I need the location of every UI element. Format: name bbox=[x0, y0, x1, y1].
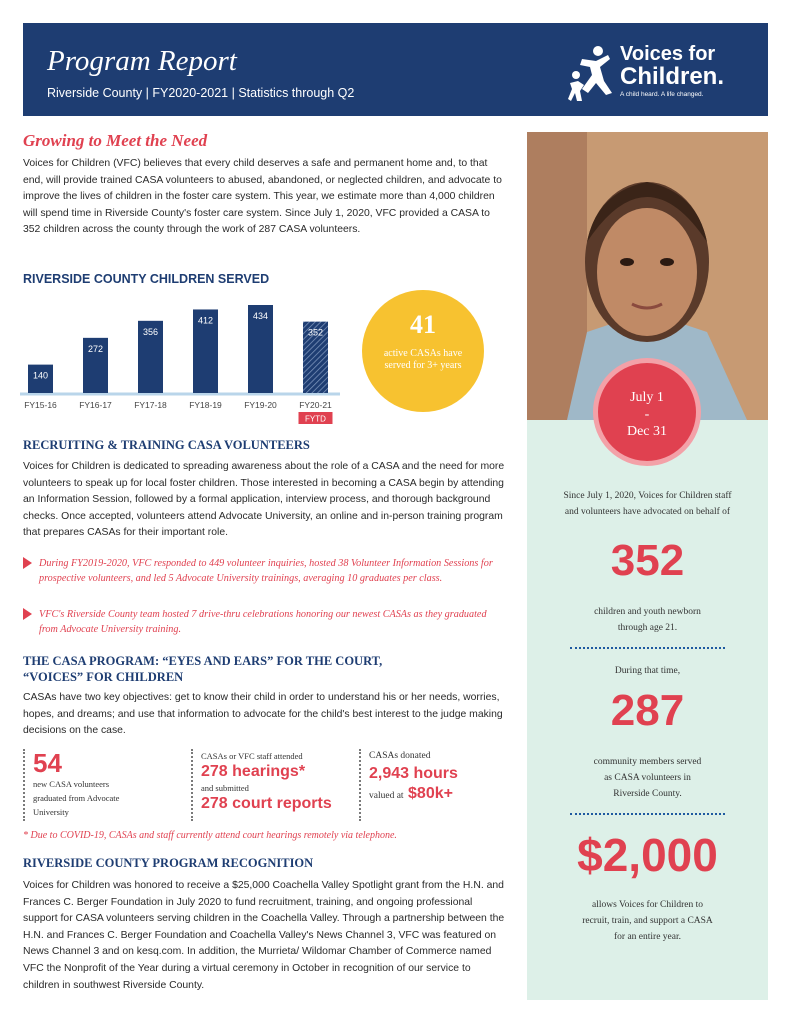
chart-data-label: 140 bbox=[32, 370, 49, 381]
sidebar-volunteer-label: community members served as CASA volunteers in Riverside County. bbox=[593, 757, 702, 799]
intro-paragraph: Voices for Children (VFC) believes that every child deserves a safe and permanent home and, to that end, will provide trained CASA volunteers to abused, abandoned, or neglected children, and advocate to improve the lives of children in the foster care system. This year, we estimate more than 4,000 children will spend time in Riverside County's foster care system. Since July 1, 2020, VFC provided a CASA to 352 children across the county through the work of 287 CASA volunteers. bbox=[23, 158, 502, 236]
recognition-paragraph: Voices for Children was honored to receive a $25,000 Coachella Valley Spotlight grant from the H.N. and Frances C. Berger Foundation in July 2020 to fund recruitment, training, and ongoing professional support for CASA volunteers serving children in the Coachella Valley. Through a partnership between the H.N. and Frances C. Berger Foundation and Coachella Valley's News Channel 3, VFC was featured on News Channel 3 and on kesq.com. In addition, the Murrieta/ Wildomar Chamber of Commerce named VFC the Nonprofit of the Year during a virtual ceremony in October in recognition of our service to children in southwest Riverside County. bbox=[23, 880, 505, 991]
triangle-bullet-icon bbox=[23, 557, 32, 569]
chart-tick-label: FY15-16 bbox=[24, 400, 57, 410]
chart-data-label: 434 bbox=[252, 311, 269, 321]
stat-graduates-label: new CASA volunteers graduated from Advocate University bbox=[33, 779, 120, 817]
stat-hearings-value: 278 hearings* bbox=[201, 763, 306, 780]
date-range-badge bbox=[593, 358, 701, 466]
recognition-heading: RIVERSIDE COUNTY PROGRAM RECOGNITION bbox=[23, 856, 314, 870]
fytd-tag-label: FYTD bbox=[305, 414, 326, 424]
chart-data-label: 356 bbox=[142, 326, 159, 337]
bullet-text: VFC's Riverside County team hosted 7 drive-thru celebrations honoring our newest CASAs as they graduated from Advocate University training. bbox=[39, 609, 487, 635]
intro-heading: Growing to Meet the Need bbox=[23, 131, 208, 150]
stat-value-row bbox=[369, 785, 509, 803]
stat-reports-value: 278 court reports bbox=[201, 795, 332, 812]
recruiting-bullet-1 bbox=[23, 556, 505, 586]
stat-graduates-value: 54 bbox=[33, 748, 62, 778]
logo-tagline: A child heard. A life changed. bbox=[620, 91, 704, 98]
sidebar-during: During that time, bbox=[614, 666, 681, 676]
active-casas-value: 41 bbox=[410, 310, 436, 339]
chart-heading: RIVERSIDE COUNTY CHILDREN SERVED bbox=[23, 272, 270, 286]
dotted-divider bbox=[570, 647, 725, 649]
active-casas-bubble bbox=[362, 290, 484, 412]
program-paragraph: CASAs have two key objectives: get to know their child in order to understand his or her needs, worries, hopes, and dreams; and use that information to advocate for the child's best interest to the judge making decisions on the case. bbox=[23, 692, 503, 737]
stat-hearings-mid: and submitted bbox=[201, 783, 249, 793]
stat-hours-top: CASAs donated bbox=[369, 751, 431, 761]
report-subtitle: Riverside County | FY2020-2021 | Statistics through Q2 bbox=[47, 86, 355, 100]
chart-data-label: 412 bbox=[197, 315, 214, 326]
report-title: Program Report bbox=[47, 45, 237, 77]
chart-tick-label: FY17-18 bbox=[134, 400, 167, 410]
child-figures-icon bbox=[568, 45, 616, 103]
recruiting-heading: RECRUITING & TRAINING CASA VOLUNTEERS bbox=[23, 438, 310, 452]
stat-valued-amount: $80k+ bbox=[408, 785, 453, 802]
dotted-divider bbox=[570, 813, 725, 815]
date-line-2: - bbox=[644, 407, 650, 422]
logo-text-line1: Voices for bbox=[620, 43, 716, 65]
recruiting-bullet-2 bbox=[23, 607, 505, 637]
date-range-text bbox=[598, 389, 696, 440]
date-line-3: Dec 31 bbox=[626, 424, 668, 439]
recruiting-paragraph: Voices for Children is dedicated to spreading awareness about the role of a CASA and the need for more volunteers to speak up for local foster children. Those interested in becoming a CASA begin by attending an Information Session, followed by a formal application, interview process, and thorough background checks. Once accepted, volunteers attend Advocate University, an online and in-person training program that prepares CASAs for their important role. bbox=[23, 461, 505, 539]
chart-tick-label: FY18-19 bbox=[189, 400, 222, 410]
vfc-logo bbox=[568, 43, 758, 105]
covid-note: * Due to COVID-19, CASAs and staff currently attend court hearings remotely via telephone. bbox=[23, 830, 397, 841]
stat-hearings bbox=[191, 749, 361, 821]
children-served-chart bbox=[20, 294, 340, 434]
sidebar-cost-label: allows Voices for Children to recruit, train, and support a CASA for an entire year. bbox=[582, 900, 713, 942]
program-heading-line2: “VOICES” FOR CHILDREN bbox=[23, 670, 184, 684]
stat-hours bbox=[359, 749, 509, 821]
active-casas-label: active CASAs have served for 3+ years bbox=[383, 348, 463, 371]
chart-data-label: 352 bbox=[307, 327, 324, 338]
chart-tick-label: FY19-20 bbox=[244, 400, 277, 410]
sidebar-children-count: 352 bbox=[610, 536, 685, 585]
stat-graduates bbox=[23, 749, 183, 821]
chart-tick-label: FY20-21 bbox=[299, 400, 332, 410]
program-heading-line1: THE CASA PROGRAM: “EYES AND EARS” FOR THE COURT, bbox=[23, 654, 383, 668]
sidebar-intro: Since July 1, 2020, Voices for Children staff and volunteers have advocated on behalf of bbox=[563, 491, 732, 517]
sidebar-cost-amount: $2,000 bbox=[577, 829, 718, 881]
sidebar-volunteer-count: 287 bbox=[610, 686, 685, 735]
program-stats bbox=[23, 749, 503, 824]
stat-hours-value: 2,943 hours bbox=[369, 765, 458, 782]
triangle-bullet-icon bbox=[23, 608, 32, 620]
chart-data-label: 272 bbox=[87, 343, 104, 354]
chart-tick-label: FY16-17 bbox=[79, 400, 112, 410]
date-line-1: July 1 bbox=[630, 390, 664, 405]
sidebar-children-label: children and youth newborn through age 21. bbox=[594, 607, 701, 633]
bullet-text: During FY2019-2020, VFC responded to 449 volunteer inquiries, hosted 38 Volunteer Information Sessions for prospective volunteers, and led 5 Advocate University trainings, averaging 10 graduates per class. bbox=[39, 558, 493, 584]
stat-valued-label: valued at bbox=[369, 791, 404, 801]
report-header bbox=[23, 23, 768, 116]
stat-hearings-top: CASAs or VFC staff attended bbox=[201, 751, 303, 761]
logo-text-line2: Children. bbox=[620, 63, 725, 90]
